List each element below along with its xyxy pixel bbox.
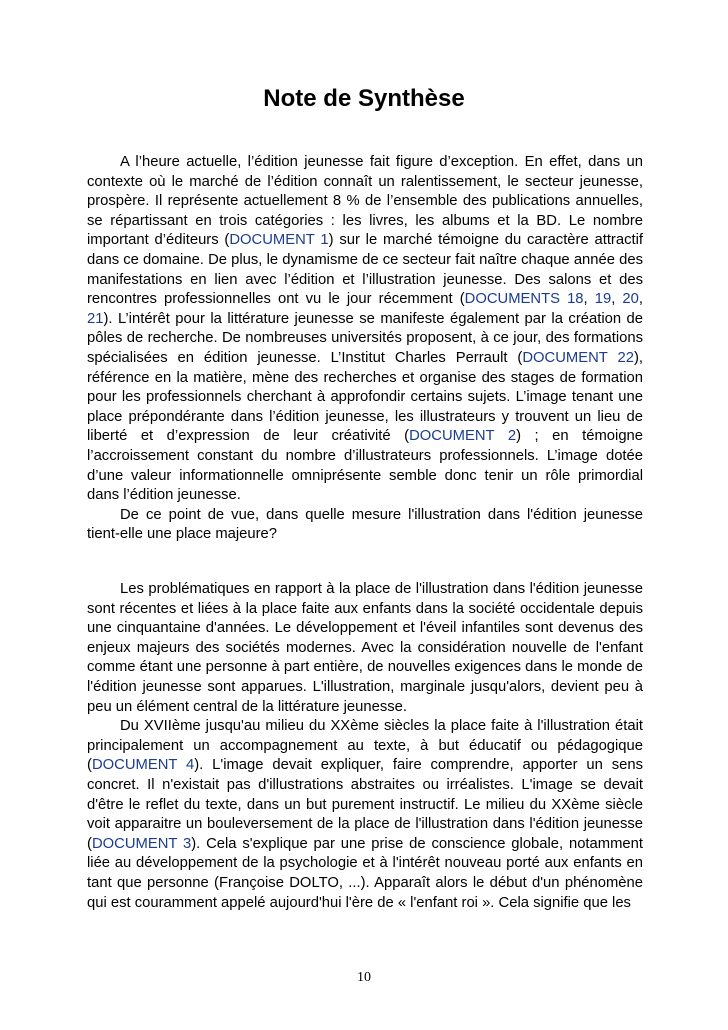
introduction-section	[87, 153, 643, 545]
page-title: Note de Synthèse	[263, 85, 465, 112]
body-paragraph	[87, 153, 643, 506]
document-reference: 19	[594, 291, 612, 308]
document-reference: DOCUMENT 4	[91, 757, 195, 774]
paragraph-text: De ce point de vue, dans quelle mesure l'illustration dans l'édition jeunesse tient-elle une place majeure?	[87, 506, 643, 543]
paragraph-text: ), référence en la matière, mène des recherches et organise des stages de formation pour les professionnels cherchant à approfondir certains sujets. L’image tenant une place prépondérante dans l’édition jeunesse, les illustrateurs y trouvent un lieu de liberté et d’expression de leur créativité (	[87, 349, 643, 445]
body-paragraph	[87, 717, 643, 913]
document-reference: DOCUMENT 22	[522, 349, 634, 366]
document-reference: 21	[87, 310, 104, 327]
document-reference: 20	[622, 291, 639, 308]
paragraph-text: ,	[583, 291, 595, 308]
paragraph-text: ,	[638, 291, 643, 308]
paragraph-text: ). L’intérêt pour la littérature jeunesse se manifeste également par la création de pôles de recherche. De nombreuses universités proposent, à ce jour, des formations spécialisées en édition jeunesse. L’Institut Charles Perrault (	[87, 310, 643, 366]
paragraph-text: Du XVIIème jusqu'au milieu du XXème siècles la place faite à l'illustration était principalement un accompagnement au texte, à but éducatif ou pédagogique (	[87, 718, 643, 774]
body-paragraph	[87, 580, 643, 717]
paragraph-text: ) ; en témoigne l’accroissement constant du nombre d’illustrateurs professionnels. L’image dotée d’une valeur informationnelle omniprésente semble donc tenir un rôle primordial dans l’édition jeunesse.	[87, 428, 644, 504]
document-reference: DOCUMENTS 18	[464, 291, 584, 308]
document-reference: DOCUMENT 1	[229, 232, 329, 249]
research-question-paragraph	[87, 506, 643, 545]
document-reference: DOCUMENT 3	[91, 835, 192, 852]
paragraph-text: A l’heure actuelle, l’édition jeunesse fait figure d’exception. En effet, dans un contexte où le marché de l’édition connaît un ralentissement, le secteur jeunesse, prospère. Il représente actuellement 8 % de l’ensemble des publications annuelles, se répartissant en trois catégories : les livres, les albums et la BD. Le nombre important d’éditeurs (	[87, 154, 643, 249]
development-section	[87, 580, 643, 913]
paragraph-text: Les problématiques en rapport à la place de l'illustration dans l'édition jeunesse sont récentes et liées à la place faite aux enfants dans la société occidentale depuis une cinquantaine d'années. Le développement et l'éveil infantiles sont devenus des enjeux majeurs des sociétés modernes. Avec la considération nouvelle de l'enfant comme étant une personne à part entière, de nouvelles exigences dans le monde de l'édition jeunesse sont apparues. L'illustration, marginale jusqu'alors, devient peu à peu un élément central de la littérature jeunesse.	[87, 581, 643, 715]
paragraph-text: ) sur le marché témoigne du caractère attractif dans ce domaine. De plus, le dynamisme de ce secteur fait naître chaque année des manifestations en lien avec l’édition et l’illustration jeunesse. Des salons et des rencontres professionnelles ont vu le jour récemment (	[87, 232, 643, 308]
paragraph-text: ,	[611, 291, 623, 308]
page-number: 10	[357, 970, 371, 985]
document-reference: DOCUMENT 2	[409, 428, 517, 445]
paragraph-text: ). Cela s'explique par une prise de conscience globale, notamment liée au développement de la psychologie et à l'intérêt nouveau porté aux enfants en tant que personne (Françoise DOLTO, ...). Apparaît alors le début d'un phénomène qui est couramment appelé aujourd'hui l'ère de « l'enfant roi ». Cela signifie que les	[87, 835, 643, 911]
paragraph-text: ). L'image devait expliquer, faire comprendre, apporter un sens concret. Il n'existait pas d'illustrations abstraites ou irréalistes. L'image se devait d'être le reflet du texte, dans un but purement instructif. Le milieu du XXème siècle voit apparaitre un bouleversement de la place de l'illustration dans l'édition jeunesse (	[87, 757, 643, 852]
